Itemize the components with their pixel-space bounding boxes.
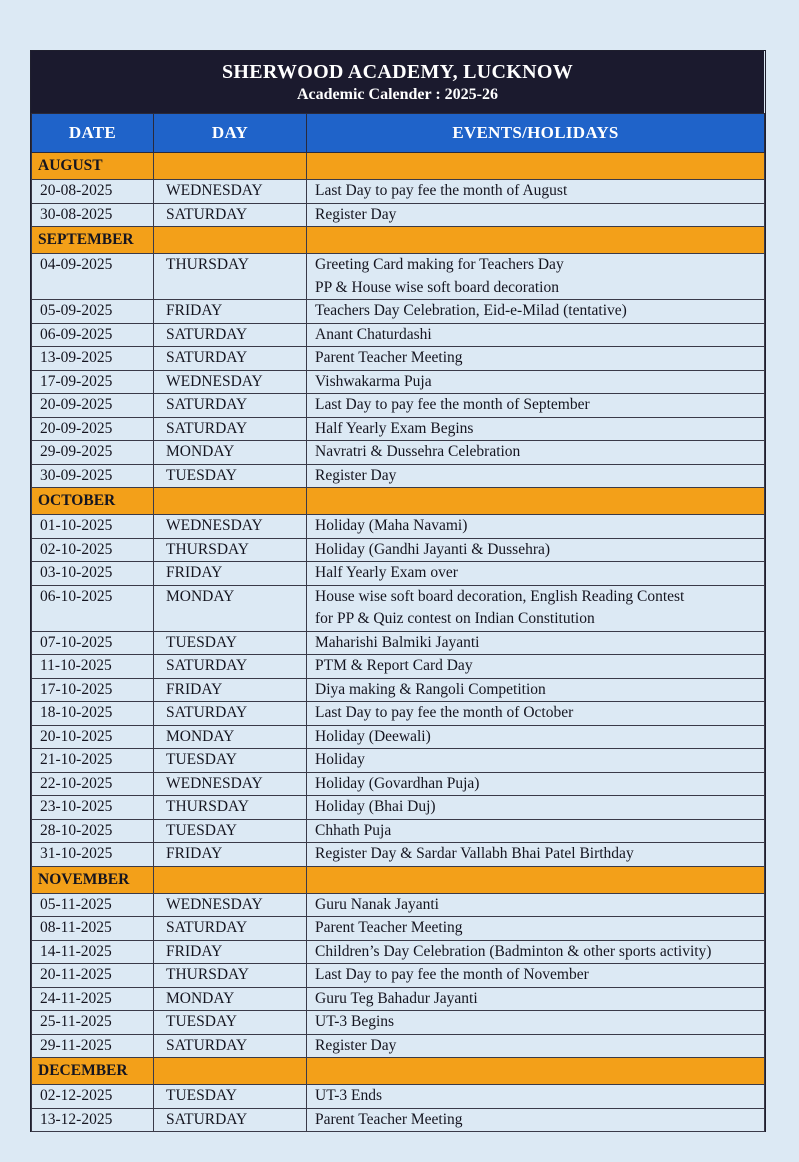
table-row (32, 678, 765, 702)
event-text: Holiday (Govardhan Puja) (315, 774, 480, 792)
day-cell: MONDAY (154, 585, 307, 631)
table-row (32, 417, 765, 441)
table-row (32, 893, 765, 917)
day-cell: SATURDAY (154, 203, 307, 227)
day-cell: FRIDAY (154, 843, 307, 867)
event-cell (307, 964, 765, 988)
event-text: Register Day (315, 1036, 397, 1054)
date-cell: 20-09-2025 (32, 394, 154, 418)
event-cell (307, 515, 765, 539)
month-filler-cell (154, 153, 307, 180)
date-cell: 05-11-2025 (32, 893, 154, 917)
date-cell: 30-08-2025 (32, 203, 154, 227)
table-row (32, 917, 765, 941)
table-row (32, 180, 765, 204)
date-cell: 02-10-2025 (32, 538, 154, 562)
day-cell: FRIDAY (154, 678, 307, 702)
day-cell: WEDNESDAY (154, 515, 307, 539)
table-row (32, 796, 765, 820)
month-filler-cell (154, 227, 307, 254)
event-text: Last Day to pay fee the month of October (315, 704, 574, 721)
day-cell: SATURDAY (154, 347, 307, 371)
event-text: Parent Teacher Meeting (315, 1110, 463, 1128)
table-row (32, 819, 765, 843)
month-header-row (32, 1058, 765, 1085)
table-row (32, 702, 765, 726)
day-cell: TUESDAY (154, 819, 307, 843)
event-cell (307, 347, 765, 371)
day-cell: SATURDAY (154, 702, 307, 726)
date-cell: 25-11-2025 (32, 1011, 154, 1035)
event-text: Half Yearly Exam Begins (315, 419, 474, 437)
day-cell: SATURDAY (154, 417, 307, 441)
event-cell (307, 464, 765, 488)
event-text: House wise soft board decoration, English Reading Contest (315, 587, 685, 605)
event-text: Half Yearly Exam over (315, 564, 458, 581)
event-cell (307, 1034, 765, 1058)
event-text: Register Day & Sardar Vallabh Bhai Patel Birthday (315, 845, 634, 862)
event-text: UT-3 Ends (315, 1087, 383, 1104)
month-filler-cell (307, 488, 765, 515)
day-cell: SATURDAY (154, 655, 307, 679)
table-row (32, 631, 765, 655)
table-row (32, 538, 765, 562)
day-cell: MONDAY (154, 441, 307, 465)
month-name: AUGUST (32, 153, 154, 180)
date-cell: 06-10-2025 (32, 585, 154, 631)
table-row (32, 394, 765, 418)
date-cell: 28-10-2025 (32, 819, 154, 843)
day-cell: FRIDAY (154, 940, 307, 964)
event-text: Guru Nanak Jayanti (315, 895, 439, 913)
event-cell (307, 725, 765, 749)
column-header-row (32, 114, 765, 153)
event-cell (307, 180, 765, 204)
day-cell: TUESDAY (154, 1085, 307, 1109)
event-cell (307, 1011, 765, 1035)
date-cell: 05-09-2025 (32, 300, 154, 324)
month-filler-cell (307, 1058, 765, 1085)
event-text: Vishwakarma Puja (315, 372, 432, 390)
month-name: DECEMBER (32, 1058, 154, 1085)
table-row (32, 940, 765, 964)
event-text: Guru Teg Bahadur Jayanti (315, 989, 478, 1007)
event-cell (307, 843, 765, 867)
day-cell: THURSDAY (154, 796, 307, 820)
date-cell: 20-09-2025 (32, 417, 154, 441)
event-text: Last Day to pay fee the month of November (315, 966, 589, 983)
table-row (32, 323, 765, 347)
month-filler-cell (154, 866, 307, 893)
table-row (32, 843, 765, 867)
day-cell: TUESDAY (154, 464, 307, 488)
table-row (32, 1108, 765, 1132)
day-cell: TUESDAY (154, 631, 307, 655)
month-filler-cell (307, 866, 765, 893)
calendar-sheet (30, 50, 766, 1132)
event-cell (307, 819, 765, 843)
table-row (32, 370, 765, 394)
table-row (32, 562, 765, 586)
title-band (31, 51, 764, 113)
day-cell: WEDNESDAY (154, 893, 307, 917)
calendar-table (31, 113, 765, 1132)
month-name: SEPTEMBER (32, 227, 154, 254)
column-header-date: DATE (32, 114, 154, 153)
day-cell: TUESDAY (154, 749, 307, 773)
month-name: NOVEMBER (32, 866, 154, 893)
day-cell: MONDAY (154, 725, 307, 749)
event-text: Holiday (Gandhi Jayanti & Dussehra) (315, 540, 551, 558)
event-cell (307, 300, 765, 324)
table-row (32, 987, 765, 1011)
event-cell (307, 702, 765, 726)
event-cell (307, 585, 765, 631)
table-row (32, 515, 765, 539)
event-cell (307, 772, 765, 796)
table-row (32, 1085, 765, 1109)
column-header-events: EVENTS/HOLIDAYS (307, 114, 765, 153)
event-cell (307, 323, 765, 347)
table-row (32, 300, 765, 324)
date-cell: 13-12-2025 (32, 1108, 154, 1132)
event-text: Navratri & Dussehra Celebration (315, 443, 521, 460)
date-cell: 23-10-2025 (32, 796, 154, 820)
day-cell: THURSDAY (154, 254, 307, 300)
date-cell: 03-10-2025 (32, 562, 154, 586)
calendar-body (32, 153, 765, 1132)
table-row (32, 725, 765, 749)
day-cell: WEDNESDAY (154, 772, 307, 796)
date-cell: 08-11-2025 (32, 917, 154, 941)
event-text: Holiday (Maha Navami) (315, 517, 468, 534)
event-cell (307, 254, 765, 300)
table-row (32, 964, 765, 988)
event-text: Holiday (Deewali) (315, 727, 431, 745)
table-row (32, 254, 765, 300)
month-filler-cell (307, 153, 765, 180)
table-row (32, 203, 765, 227)
date-cell: 22-10-2025 (32, 772, 154, 796)
event-text: Maharishi Balmiki Jayanti (315, 633, 480, 651)
event-text: PTM & Report Card Day (315, 657, 473, 674)
event-cell (307, 394, 765, 418)
day-cell: SATURDAY (154, 1108, 307, 1132)
event-text: Parent Teacher Meeting (315, 919, 463, 936)
date-cell: 07-10-2025 (32, 631, 154, 655)
day-cell: SATURDAY (154, 917, 307, 941)
date-cell: 31-10-2025 (32, 843, 154, 867)
date-cell: 20-10-2025 (32, 725, 154, 749)
month-header-row (32, 488, 765, 515)
event-cell (307, 1108, 765, 1132)
event-text: Last Day to pay fee the month of September (315, 396, 590, 413)
table-row (32, 1034, 765, 1058)
event-text: Holiday (Bhai Duj) (315, 798, 436, 815)
month-header-row (32, 153, 765, 180)
day-cell: THURSDAY (154, 964, 307, 988)
month-header-row (32, 866, 765, 893)
date-cell: 20-08-2025 (32, 180, 154, 204)
event-cell (307, 441, 765, 465)
table-row (32, 1011, 765, 1035)
date-cell: 14-11-2025 (32, 940, 154, 964)
event-text: Last Day to pay fee the month of August (315, 182, 568, 199)
event-cell (307, 562, 765, 586)
day-cell: WEDNESDAY (154, 180, 307, 204)
day-cell: FRIDAY (154, 562, 307, 586)
date-cell: 04-09-2025 (32, 254, 154, 300)
event-text: Greeting Card making for Teachers Day (315, 256, 564, 273)
event-cell (307, 678, 765, 702)
month-name: OCTOBER (32, 488, 154, 515)
event-cell (307, 655, 765, 679)
event-cell (307, 538, 765, 562)
event-text: Anant Chaturdashi (315, 325, 432, 343)
event-cell (307, 631, 765, 655)
date-cell: 29-11-2025 (32, 1034, 154, 1058)
event-cell (307, 749, 765, 773)
event-cell (307, 370, 765, 394)
event-cell (307, 893, 765, 917)
date-cell: 24-11-2025 (32, 987, 154, 1011)
column-header-day: DAY (154, 114, 307, 153)
month-header-row (32, 227, 765, 254)
event-cell (307, 987, 765, 1011)
event-cell (307, 917, 765, 941)
date-cell: 06-09-2025 (32, 323, 154, 347)
event-cell (307, 940, 765, 964)
table-row (32, 347, 765, 371)
date-cell: 01-10-2025 (32, 515, 154, 539)
event-text: PP & House wise soft board decoration (315, 278, 559, 296)
table-row (32, 585, 765, 631)
day-cell: MONDAY (154, 987, 307, 1011)
date-cell: 11-10-2025 (32, 655, 154, 679)
month-filler-cell (307, 227, 765, 254)
day-cell: SATURDAY (154, 323, 307, 347)
date-cell: 13-09-2025 (32, 347, 154, 371)
event-text: Parent Teacher Meeting (315, 349, 463, 366)
event-text: Holiday (315, 751, 365, 768)
event-text: Register Day (315, 205, 397, 223)
event-text: Teachers Day Celebration, Eid-e-Milad (tentative) (315, 302, 627, 319)
event-text: UT-3 Begins (315, 1013, 395, 1030)
table-row (32, 749, 765, 773)
date-cell: 18-10-2025 (32, 702, 154, 726)
event-text: for PP & Quiz contest on Indian Constitution (315, 610, 595, 627)
school-name: SHERWOOD ACADEMY, LUCKNOW (221, 61, 574, 83)
event-cell (307, 417, 765, 441)
table-row (32, 464, 765, 488)
day-cell: TUESDAY (154, 1011, 307, 1035)
table-row (32, 772, 765, 796)
day-cell: THURSDAY (154, 538, 307, 562)
day-cell: FRIDAY (154, 300, 307, 324)
event-cell (307, 796, 765, 820)
date-cell: 17-10-2025 (32, 678, 154, 702)
table-row (32, 441, 765, 465)
date-cell: 29-09-2025 (32, 441, 154, 465)
date-cell: 30-09-2025 (32, 464, 154, 488)
date-cell: 02-12-2025 (32, 1085, 154, 1109)
calendar-subtitle: Academic Calender : 2025-26 (297, 86, 498, 103)
event-text: Diya making & Rangoli Competition (315, 680, 546, 698)
day-cell: SATURDAY (154, 1034, 307, 1058)
date-cell: 21-10-2025 (32, 749, 154, 773)
day-cell: SATURDAY (154, 394, 307, 418)
event-text: Register Day (315, 466, 397, 484)
date-cell: 17-09-2025 (32, 370, 154, 394)
date-cell: 20-11-2025 (32, 964, 154, 988)
month-filler-cell (154, 488, 307, 515)
event-cell (307, 1085, 765, 1109)
table-row (32, 655, 765, 679)
event-cell (307, 203, 765, 227)
event-text: Children’s Day Celebration (Badminton & other sports activity) (315, 942, 712, 960)
day-cell: WEDNESDAY (154, 370, 307, 394)
month-filler-cell (154, 1058, 307, 1085)
event-text: Chhath Puja (315, 821, 392, 839)
